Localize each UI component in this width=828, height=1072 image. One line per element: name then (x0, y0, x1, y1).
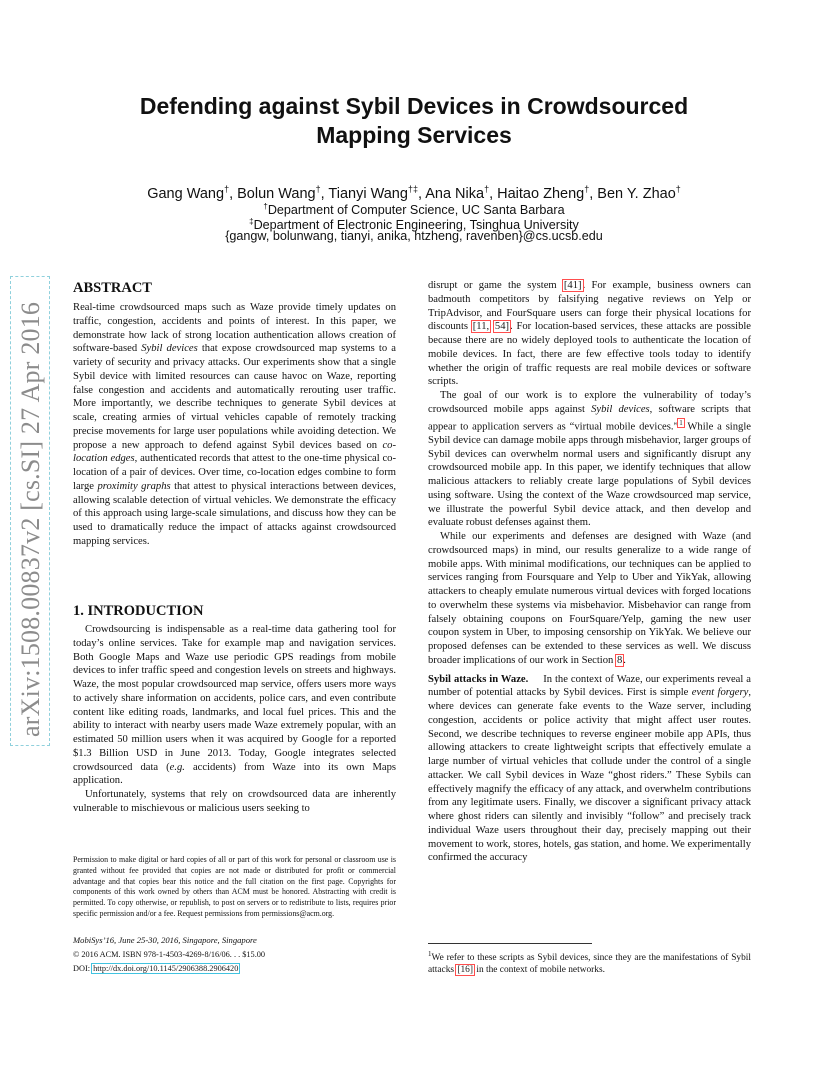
doi-link[interactable]: http://dx.doi.org/10.1145/2906388.2906420 (93, 964, 239, 973)
citation-link[interactable]: [16] (457, 965, 473, 976)
abstract-heading: ABSTRACT (73, 280, 152, 296)
right-column (428, 279, 751, 865)
author-mark: †‡ (407, 184, 418, 194)
author-name: Tianyi Wang (328, 185, 408, 202)
doi-line: DOI: http://dx.doi.org/10.1145/2906388.2906420 (73, 964, 239, 973)
copyright: © 2016 ACM. ISBN 978-1-4503-4269-8/16/06. . . $15.00 (73, 950, 266, 959)
abstract-paragraph: Real-time crowdsourced maps such as Waze provide timely updates on traffic, congestion, accidents and points of interest. In this paper, we demonstrate how lack of strong location authentication allows creation of software-based Sybil devices that expose crowdsourced map systems to a variety of security and privacy attacks. Our experiments show that a single Sybil device with limited resources can cause havoc on Waze, reporting false congestion and accidents and automatically rerouting user traffic. More importantly, we describe techniques to generate Sybil devices at scale, creating armies of virtual vehicles capable of remotely tracking precise movements for large user populations while avoiding detection. We propose a new approach to defend against Sybil devices based on co-location edges, authenticated records that attest to the one-time physical co-location of a pair of devices. Over time, co-location edges combine to form large proximity graphs that attest to physical interactions between devices, allowing scalable detection of virtual vehicles. We demonstrate the efficacy of this approach using large-scale simulations, and discuss how they can be used to dramatically reduce the impact of attacks against crowdsourced mapping services. (73, 302, 396, 547)
body-paragraph: Sybil attacks in Waze. In the context of Waze, our experiments reveal a number of potential attacks by Sybil devices. First is simple event forgery, where devices can generate fake events to the Waze server, including congestion, accidents or police activity that might affect user routes. Second, we describe techniques to reverse engineer mobile app APIs, thus allowing attackers to create lightweight scripts that effectively emulate a large number of virtual vehicles that collude under the control of a single attacker. We call Sybil devices in Waze “ghost riders.” These Sybils can effectively magnify the efficacy of any attack, and overwhelm contributions from any legitimate users. Finally, we discover a significant privacy attack where ghost riders can silently and invisibly “follow” and precisely track individual Waze users throughout their day, precisely mapping out their movement to work, stores, hotels, gas station, and home. We experimentally confirmed the accuracy (428, 673, 751, 864)
author-name: Gang Wang (147, 185, 225, 202)
author-mark: † (584, 184, 590, 194)
title-line-2: Mapping Services (316, 122, 512, 148)
body-paragraph: While our experiments and defenses are designed with Waze (and crowdsourced maps) in mind, our results generalize to a wide range of mobile apps. With minimal modifications, our techniques can be applied to services ranging from Foursquare and Yelp to Uber and YikYak, allowing attackers to cheaply emulate numerous virtual devices with forged locations to overwhelm these systems via misbehavior. Misbehavior can range from falsely obtaining coupons on FourSquare/Yelp, gaming the new user coupon system in Uber, to imposing censorship on YikYak. We believe our proposed defenses can be extended to these services as well. We discuss broader implications of our work in Section 8. (428, 531, 751, 666)
introduction-section (73, 602, 396, 816)
affiliation-text: Department of Computer Science, UC Santa Barbara (267, 203, 565, 218)
author-mark: † (315, 184, 321, 194)
body-paragraph: disrupt or game the system [41]. For example, business owners can badmouth competitors by falsifying negative reviews on Yelp or TripAdvisor, and FourSquare users can forge their physical locations for discounts [11, 54]. For location-based services, these attacks are possible because there are no widely deployed tools to authenticate the location of mobile devices. In fact, there are few effective tools today to identify whether the origin of traffic requests are real mobile devices or software scripts. (428, 280, 752, 388)
permission-notice: Permission to make digital or hard copies of all or part of this work for personal or classroom use is granted without fee provided that copies are not made or distributed for profit or commercial advantage and that copies bear this notice and the full citation on the first page. Copyrights for components of this work owned by others than ACM must be honored. Abstracting with credit is permitted. To copy otherwise, or republish, to post on servers or to redistribute to lists, requires prior specific permission and/or a fee. Request permissions from permissions@acm.org. (73, 855, 396, 918)
paper-title (60, 92, 768, 150)
section-link[interactable]: 8 (617, 654, 623, 666)
author-mark: † (224, 184, 230, 194)
author-name: Ben Y. Zhao (597, 185, 676, 202)
introduction-heading: 1. INTRODUCTION (73, 603, 204, 619)
footnote-rule (428, 943, 592, 944)
paragraph-heading: Sybil attacks in Waze. (428, 673, 529, 685)
citation-link[interactable]: [11, (472, 321, 490, 333)
affiliation-mark: ‡ (249, 217, 254, 226)
intro-paragraph: Unfortunately, systems that rely on crowdsourced data are inherently vulnerable to mischievous or malicious users seeking to (73, 789, 396, 814)
venue: MobiSys’16, June 25-30, 2016, Singapore, Singapore (73, 935, 257, 945)
author-name: Haitao Zheng (497, 185, 585, 202)
title-line-1: Defending against Sybil Devices in Crowdsourced (139, 93, 689, 119)
citation-link[interactable]: [41] (563, 280, 582, 291)
citation-link[interactable]: 54] (494, 321, 510, 333)
author-mark: † (675, 184, 681, 194)
author-name: Bolun Wang (237, 185, 316, 202)
author-list: Gang Wang†, Bolun Wang†, Tianyi Wang†‡, Ana Nika†, Haitao Zheng†, Ben Y. Zhao† (147, 184, 681, 202)
author-name: Ana Nika (425, 185, 485, 202)
abstract-section (73, 279, 396, 549)
footnote-link[interactable]: 1 (679, 418, 683, 427)
body-paragraph: The goal of our work is to explore the vulnerability of today’s crowdsourced mobile apps against Sybil devices, software scripts that appear to application servers as “virtual mobile devices.”$^1$ While a single Sybil device can damage mobile apps through misbehavior, larger groups of Sybil devices can overwhelm normal users and significantly disrupt any crowdsourced mobile app. In this paper, we identify techniques that allow malicious attackers to reliably create large populations of Sybil devices using software. Using the context of the Waze crowdsourced map service, we illustrate the powerful Sybil device attack, and then develop and evaluate robust defenses against them. (428, 390, 751, 529)
author-mark: † (484, 184, 490, 194)
author-emails: {gangw, bolunwang, tianyi, anika, htzheng, ravenben}@cs.ucsb.edu (225, 229, 603, 243)
affiliation-text: Department of Electronic Engineering, Tsinghua University (253, 218, 579, 233)
affiliation-mark: † (263, 202, 268, 211)
footnote: $^1$We refer to these scripts as Sybil devices, since they are the manifestations of Sybil attacks [16] in the context of mobile networks. (428, 950, 751, 976)
intro-paragraph: Crowdsourcing is indispensable as a real-time data gathering tool for today’s online services. Take for example map and navigation services. Both Google Maps and Waze use periodic GPS readings from mobile devices to infer traffic speed and congestion levels on streets and highways. Waze, the most popular crowdsourced map service, offers users more ways to actively share information on accidents, police cars, and even contribute content like editing roads, landmarks, and local fuel prices. This and the ability to interact with nearby users made Waze extremely popular, with an estimated 50 million users when it was acquired by Google for a reported $1.3 Billion USD in June 2013. Today, Google integrates selected crowdsourced data (e.g. accidents) from Waze into its own Maps application. (73, 624, 397, 787)
arxiv-stamp: arXiv:1508.00837v2 [cs.SI] 27 Apr 2016 (10, 276, 50, 746)
